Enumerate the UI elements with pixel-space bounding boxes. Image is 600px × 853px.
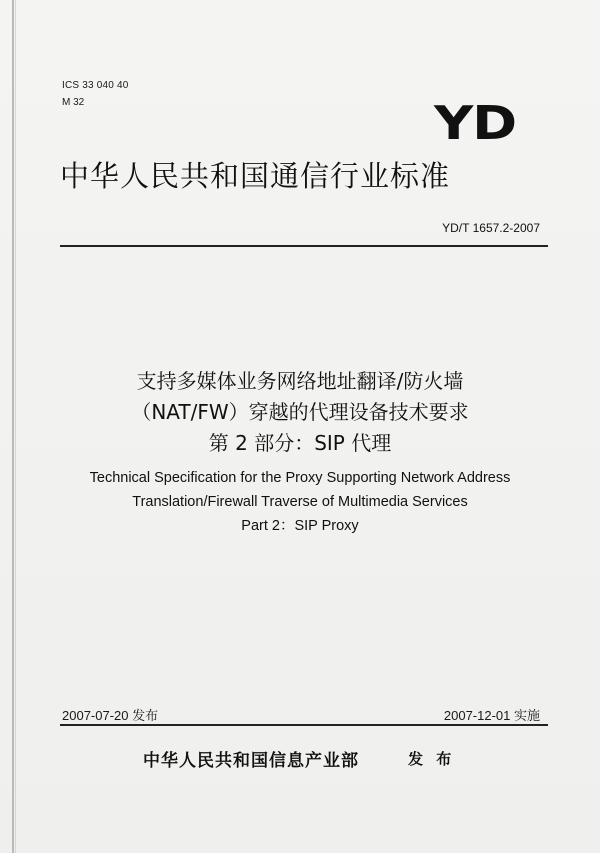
chinese-title-line-2: （NAT/FW）穿越的代理设备技术要求 xyxy=(131,400,469,424)
effective-date: 2007-12-01 实施 xyxy=(443,708,540,723)
english-title-line-3: Part 2：SIP Proxy xyxy=(241,518,359,534)
chinese-title xyxy=(40,366,560,459)
binding-edge xyxy=(12,0,14,853)
issue-date: 2007-07-20 发布 xyxy=(62,708,159,723)
ics-code: ICS 33 040 40 xyxy=(62,80,129,91)
english-title-line-1: Technical Specification for the Proxy Supporting Network Address xyxy=(89,470,511,486)
yd-logo: YD xyxy=(434,96,517,150)
header-divider xyxy=(60,245,548,247)
chinese-title-line-1: 支持多媒体业务网络地址翻译/防火墙 xyxy=(136,369,464,393)
english-title-line-2: Translation/Firewall Traverse of Multimedia Services xyxy=(132,494,468,510)
footer-divider xyxy=(60,724,548,726)
chinese-title-line-3: 第 2 部分：SIP 代理 xyxy=(208,431,392,455)
standard-number: YD/T 1657.2-2007 xyxy=(442,221,540,235)
publish-label: 发 布 xyxy=(408,750,456,768)
publisher-name: 中华人民共和国信息产业部 xyxy=(143,751,359,771)
ccs-code: M 32 xyxy=(62,97,85,108)
standard-category-title: 中华人民共和国通信行业标准 xyxy=(60,159,451,193)
binding-edge-shadow xyxy=(15,0,16,853)
english-title xyxy=(40,466,560,538)
